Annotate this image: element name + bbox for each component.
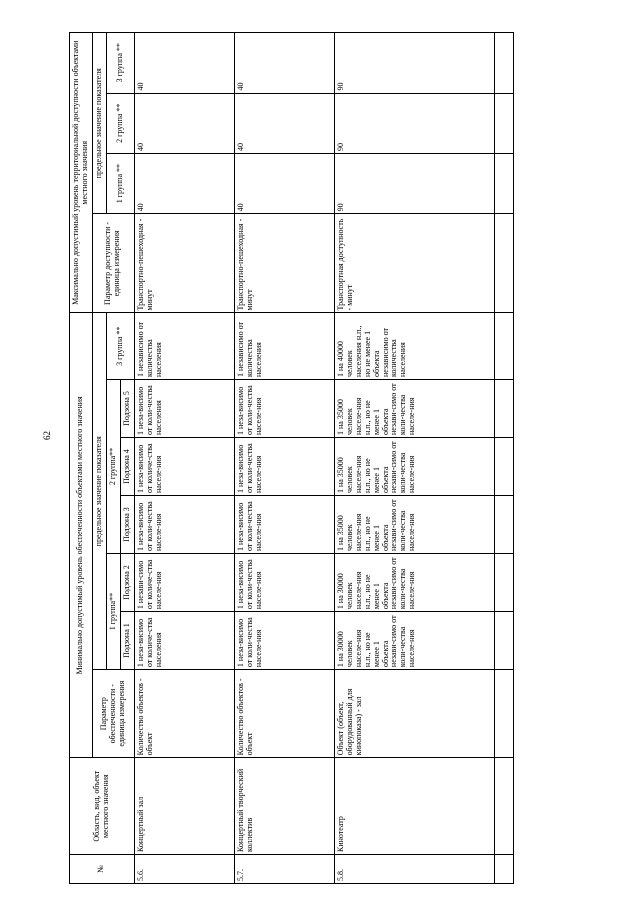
col-max-group3: 3 группа **: [106, 33, 134, 94]
row-max-group3: 40: [234, 33, 334, 94]
row-subzone-1: 1 неза-висимо от коли-чества населе-ния: [234, 612, 334, 670]
header-row-2: [92, 33, 106, 884]
row-name: Концертный творческий коллектив: [234, 758, 334, 855]
table-row-empty: [494, 33, 513, 884]
row-subzone-4: 1 неза-висимо от количе-ства населе-ния: [134, 438, 234, 496]
row-num: 5.6.: [134, 855, 234, 884]
row-max-group2: 40: [234, 93, 334, 153]
col-max-level: Максимально допустимый уровень территориальной доступности объектами местного значения: [70, 33, 93, 313]
row-param: Количество объектов - объект: [134, 670, 234, 758]
page-number: 62: [42, 431, 52, 440]
header-row-1: [70, 33, 93, 884]
col-max-group1: 1 группа **: [106, 153, 134, 213]
row-access: Транспортная доступность - минут: [334, 214, 494, 313]
row-subzone-1: 1 неза-висимо от количе-ства населения: [134, 612, 234, 670]
rotated-page: [69, 32, 569, 884]
row-subzone-5: 1 неза-висимо от коли-чества населе-ния: [234, 380, 334, 438]
row-max-group2: 40: [134, 93, 234, 153]
col-subzone-5: Подзона 5: [120, 380, 134, 438]
col-param-max: Параметр доступности - единица измерения: [92, 214, 134, 313]
row-access: Транспортно-пешеходная - минут: [134, 214, 234, 313]
row-subzone-5: 1 на 35000 человек населе-ния н.п., но не менее 1 объекта незави-симо от коли-чества населе-ния: [334, 380, 494, 438]
row-num: 5.7.: [234, 855, 334, 884]
col-group3: 3 группа **: [106, 313, 134, 380]
col-group1: 1 группа**: [106, 554, 120, 670]
row-max-group1: 40: [234, 153, 334, 213]
row-subzone-2: 1 неза-висимо от коли-чества населе-ния: [234, 554, 334, 612]
row-group3: 1 независимо от количества населения: [134, 313, 234, 380]
row-subzone-4: 1 на 35000 человек населе-ния н.п., но не менее 1 объекта незави-симо от коли-чества населе-ния: [334, 438, 494, 496]
col-param-min: Параметр обеспеченности - единица измерения: [92, 670, 134, 758]
row-subzone-3: 1 неза-висимо от коли-чества населе-ния: [234, 496, 334, 554]
row-group3: 1 независимо от количества населения: [234, 313, 334, 380]
row-subzone-1: 1 на 30000 человек населе-ния н.п., но не менее 1 объекта незави-симо от коли-чества населе-ния: [334, 612, 494, 670]
row-param: Количество объектов - объект: [234, 670, 334, 758]
col-subzone-1: Подзона 1: [120, 612, 134, 670]
row-max-group3: 90: [334, 33, 494, 94]
row-access: Транспортно-пешеходная - минут: [234, 214, 334, 313]
row-max-group1: 90: [334, 153, 494, 213]
col-subzone-2: Подзона 2: [120, 554, 134, 612]
col-group2: 2 группа**: [106, 380, 120, 554]
table-row: [234, 33, 334, 884]
col-limit-min: предельное значение показателя: [92, 313, 106, 670]
row-group3: 1 на 40000 человек населения н.п., но не менее 1 объекта независимо от количества населения: [334, 313, 494, 380]
row-subzone-3: 1 неза-висимо от коли-чества населе-ния: [134, 496, 234, 554]
row-max-group3: 40: [134, 33, 234, 94]
row-subzone-5: 1 неза-висимо от коли-чества населения: [134, 380, 234, 438]
row-subzone-3: 1 на 35000 человек населе-ния н.п., но не менее 1 объекта незави-симо от коли-чества населе-ния: [334, 496, 494, 554]
col-subzone-3: Подзона 3: [120, 496, 134, 554]
row-subzone-4: 1 неза-висимо от коли-чества населе-ния: [234, 438, 334, 496]
table-row: [134, 33, 234, 884]
row-max-group2: 90: [334, 93, 494, 153]
row-name: Концертный зал: [134, 758, 234, 855]
col-min-level: Минимально допустимый уровень обеспеченности объектами местного значения: [70, 313, 93, 758]
row-param: Объект (объект, оборудованный для кинопоказа) - зал: [334, 670, 494, 758]
row-subzone-2: 1 незави-симо от количе-ства населе-ния: [134, 554, 234, 612]
col-num: №: [70, 855, 135, 884]
col-max-group2: 2 группа **: [106, 93, 134, 153]
row-subzone-2: 1 на 30000 человек населе-ния н.п., но не менее 1 объекта незави-симо от коли-чества населе-ния: [334, 554, 494, 612]
row-num: 5.8.: [334, 855, 494, 884]
row-max-group1: 40: [134, 153, 234, 213]
standards-table: [69, 32, 514, 884]
col-area: Область, вид, объект местного значения: [70, 758, 135, 855]
col-subzone-4: Подзона 4: [120, 438, 134, 496]
row-name: Кинотеатр: [334, 758, 494, 855]
table-row: [334, 33, 494, 884]
col-limit-max: предельное значение показателя: [92, 33, 106, 214]
